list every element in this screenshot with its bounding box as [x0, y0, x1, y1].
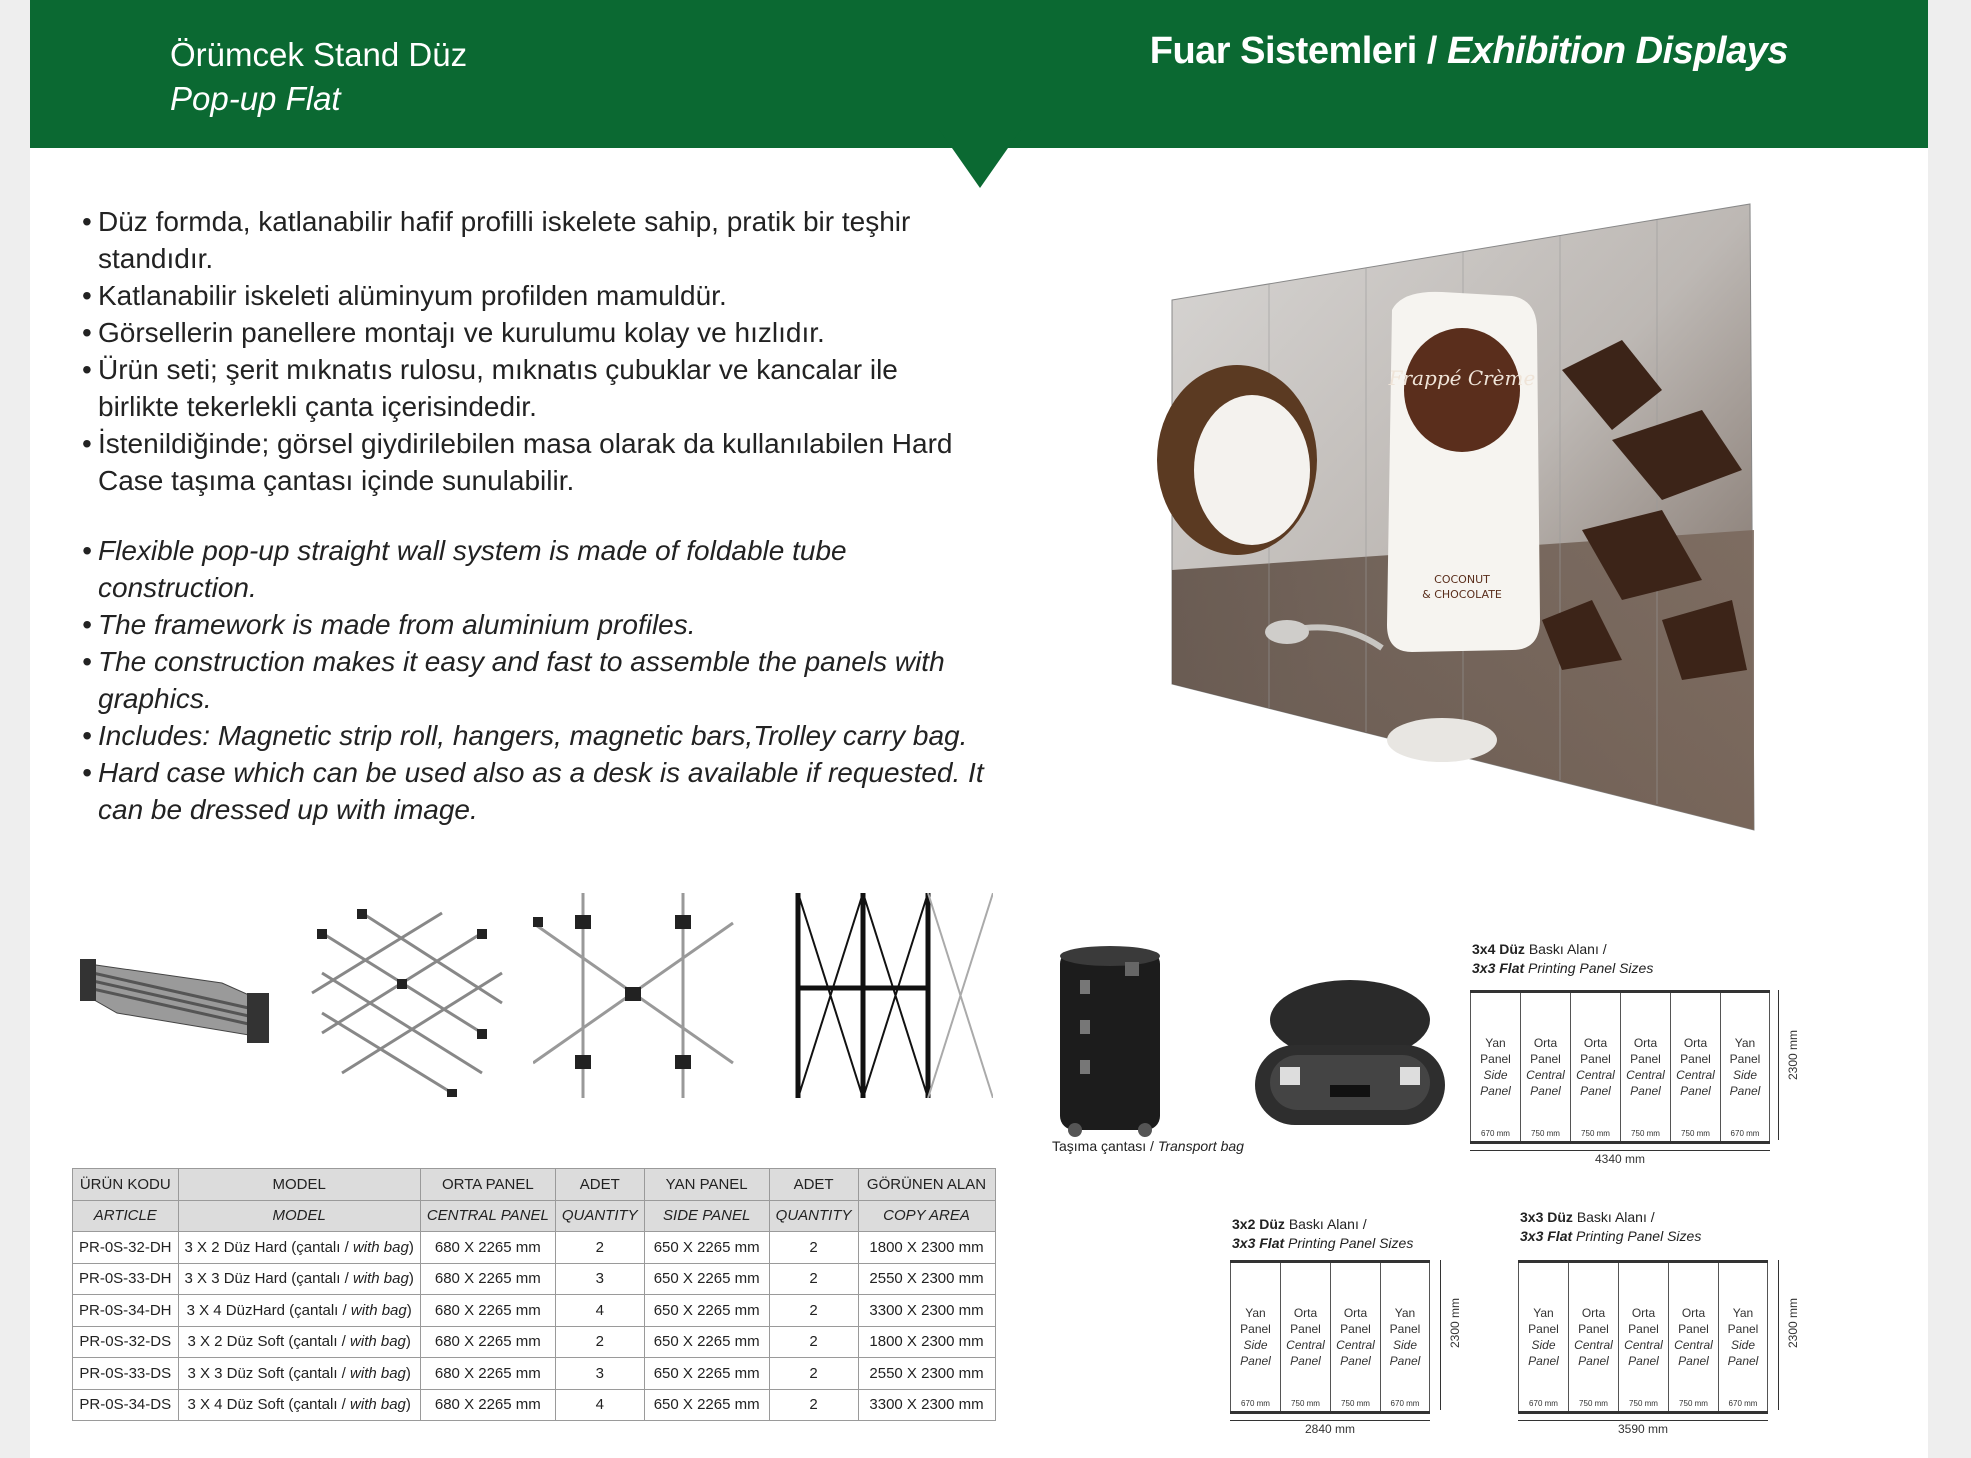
panel-width: 670 mm: [1390, 1399, 1420, 1408]
panel-cell: [1570, 993, 1620, 1141]
width-dimension-line: [1470, 1150, 1770, 1151]
panel-label: Central: [1626, 1068, 1665, 1082]
panel-label: Central: [1576, 1068, 1615, 1082]
bag-caption-tr: Taşıma çantası /: [1052, 1138, 1154, 1154]
table-row: [73, 1389, 996, 1421]
feature-en: • Hard case which can be used also as a desk is available if requested. It can be dressed up with image.: [82, 754, 1002, 828]
article-code-cell: PR-0S-32-DS: [73, 1326, 179, 1358]
model-text: 3 X 2 Düz Hard (çantalı /: [184, 1238, 349, 1256]
side-panel-cell: 650 X 2265 mm: [644, 1232, 769, 1264]
table-body: [73, 1232, 996, 1421]
table-row: [73, 1232, 996, 1264]
banner-flavor-line2: & CHOCOLATE: [1422, 588, 1502, 601]
side-panel-cell: 650 X 2265 mm: [644, 1326, 769, 1358]
header-pointer-arrow: [938, 128, 1022, 188]
feature-tr: • Görsellerin panellere montajı ve kurulumu kolay ve hızlıdır.: [82, 314, 982, 351]
panel-label: Panel: [1729, 1052, 1761, 1066]
copy-area-cell: 1800 X 2300 mm: [858, 1232, 995, 1264]
side-quantity-cell: 2: [769, 1389, 858, 1421]
panel-label: Panel: [1580, 1084, 1611, 1098]
side-quantity-cell: 2: [769, 1263, 858, 1295]
diagram-3x3-width: 3590 mm: [1617, 1422, 1669, 1436]
panel-label: Orta: [1683, 1036, 1708, 1050]
feature-en: • Includes: Magnetic strip roll, hangers, magnetic bars,Trolley carry bag.: [82, 717, 1002, 754]
model-text: 3 X 3 Düz Hard (çantalı /: [184, 1270, 349, 1288]
article-code-cell: PR-0S-34-DH: [73, 1295, 179, 1327]
header-cell: GÖRÜNEN ALAN: [858, 1169, 995, 1201]
panel-label: Panel: [1340, 1354, 1371, 1368]
header-bar: [30, 0, 1928, 148]
panel-label: Orta: [1633, 1036, 1658, 1050]
panel-cell: [1230, 1263, 1280, 1411]
diagram-title-bold: 3x3 Düz: [1520, 1209, 1573, 1225]
model-cell: [178, 1263, 420, 1295]
panel-label: Yan: [1732, 1306, 1754, 1320]
panel-label: Side: [1732, 1068, 1758, 1082]
header-cell-en: QUANTITY: [769, 1200, 858, 1232]
side-panel-cell: 650 X 2265 mm: [644, 1263, 769, 1295]
panel-label: Panel: [1528, 1354, 1559, 1368]
paren: ): [408, 1238, 414, 1256]
panel-label: Orta: [1533, 1036, 1558, 1050]
panel-label: Panel: [1630, 1052, 1661, 1066]
table-row: [73, 1295, 996, 1327]
diagram-3x3-panels: [1518, 1260, 1768, 1414]
central-quantity-cell: 4: [555, 1389, 644, 1421]
panel-label: Panel: [1530, 1084, 1561, 1098]
model-cell: [178, 1358, 420, 1390]
panel-label: Panel: [1729, 1084, 1761, 1098]
with-bag-text: with bag: [350, 1364, 406, 1382]
paren: ): [405, 1333, 411, 1351]
copy-area-cell: 3300 X 2300 mm: [858, 1389, 995, 1421]
panel-label: Orta: [1681, 1306, 1706, 1320]
diagram-3x2-height: 2300 mm: [1448, 1298, 1462, 1349]
copy-area-cell: 1800 X 2300 mm: [858, 1326, 995, 1358]
paren: ): [405, 1396, 411, 1414]
panel-cell: [1520, 993, 1570, 1141]
panel-label: Panel: [1340, 1322, 1371, 1336]
model-cell: [178, 1326, 420, 1358]
expanding-frame-image: [302, 893, 507, 1098]
copy-area-cell: 3300 X 2300 mm: [858, 1295, 995, 1327]
panel-cell: [1280, 1263, 1330, 1411]
panel-label: Panel: [1727, 1354, 1759, 1368]
panel-label: Yan: [1485, 1036, 1506, 1050]
diagram-3x2-title: [1232, 1215, 1413, 1253]
bag-caption-en: Transport bag: [1157, 1138, 1244, 1154]
panel-width: 750 mm: [1681, 1129, 1710, 1138]
with-bag-text: with bag: [350, 1301, 407, 1319]
panel-width: 750 mm: [1341, 1399, 1370, 1408]
diagram-3x4-panels: [1470, 990, 1770, 1144]
diagram-title-tr: Baskı Alanı /: [1288, 1216, 1367, 1232]
panel-cell: [1380, 1263, 1430, 1411]
model-text: 3 X 2 Düz Soft (çantalı /: [187, 1333, 346, 1351]
central-panel-cell: 680 X 2265 mm: [420, 1358, 555, 1390]
panel-label: Central: [1286, 1338, 1325, 1352]
side-panel-cell: 650 X 2265 mm: [644, 1295, 769, 1327]
model-text: 3 X 3 Düz Soft (çantalı /: [187, 1364, 346, 1382]
feature-tr: • Ürün seti; şerit mıknatıs rulosu, mıknatıs çubuklar ve kancalar ile birlikte tekerlekli çanta içerisindedir.: [82, 351, 982, 425]
panel-label: Central: [1676, 1068, 1715, 1082]
panel-label: Panel: [1290, 1322, 1321, 1336]
panel-label: Central: [1674, 1338, 1713, 1352]
side-quantity-cell: 2: [769, 1232, 858, 1264]
panel-label: Orta: [1583, 1036, 1608, 1050]
diagram-3x2-width: 2840 mm: [1304, 1422, 1356, 1436]
diagram-3x3-title: [1520, 1208, 1701, 1246]
trolley-bag-image: [1050, 940, 1170, 1140]
panel-cell: [1720, 993, 1770, 1141]
width-dimension-line: [1518, 1420, 1768, 1421]
article-code-cell: PR-0S-32-DH: [73, 1232, 179, 1264]
panel-cell: [1568, 1263, 1618, 1411]
panel-label: Yan: [1734, 1036, 1756, 1050]
banner-brand-text: Frappé Crème: [1388, 366, 1536, 390]
panel-label: Panel: [1480, 1052, 1511, 1066]
model-text: 3 X 4 DüzHard (çantalı /: [186, 1301, 347, 1319]
header-cell: YAN PANEL: [644, 1169, 769, 1201]
side-quantity-cell: 2: [769, 1326, 858, 1358]
panel-cell: [1618, 1263, 1668, 1411]
central-panel-cell: 680 X 2265 mm: [420, 1232, 555, 1264]
feature-en: • The framework is made from aluminium profiles.: [82, 606, 1002, 643]
panel-width: 750 mm: [1531, 1129, 1560, 1138]
diagram-title-en: Printing Panel Sizes: [1528, 960, 1654, 976]
article-code-cell: PR-0S-34-DS: [73, 1389, 179, 1421]
panel-width: 670 mm: [1481, 1129, 1510, 1138]
panel-label: Panel: [1240, 1322, 1271, 1336]
feature-tr: • İstenildiğinde; görsel giydirilebilen masa olarak da kullanılabilen Hard Case taşıma çantası içinde sunulabilir.: [82, 425, 982, 499]
panel-cell: [1470, 993, 1520, 1141]
feature-en: • Flexible pop-up straight wall system is made of foldable tube construction.: [82, 532, 1002, 606]
diagram-3x4-height: 2300 mm: [1786, 1030, 1800, 1081]
section-title-en: Exhibition Displays: [1446, 30, 1788, 72]
table-row: [73, 1326, 996, 1358]
panel-label: Panel: [1727, 1322, 1759, 1336]
table-row: [73, 1358, 996, 1390]
panel-label: Panel: [1678, 1354, 1709, 1368]
diagram-3x2-panels: [1230, 1260, 1430, 1414]
folded-frame-image: [72, 893, 277, 1098]
central-quantity-cell: 4: [555, 1295, 644, 1327]
panel-width: 750 mm: [1629, 1399, 1658, 1408]
height-dimension-line: [1778, 990, 1779, 1140]
diagram-title-bold: 3x2 Düz: [1232, 1216, 1285, 1232]
panel-width: 750 mm: [1291, 1399, 1320, 1408]
panel-label: Panel: [1628, 1354, 1659, 1368]
central-quantity-cell: 3: [555, 1263, 644, 1295]
panel-label: Side: [1730, 1338, 1756, 1352]
panel-label: Panel: [1678, 1322, 1709, 1336]
popup-wall-product-image: [1142, 200, 1782, 840]
diagram-title-en-bold: 3x3 Flat: [1232, 1235, 1285, 1251]
panel-label: Central: [1624, 1338, 1663, 1352]
header-cell-en: ARTICLE: [73, 1200, 179, 1232]
section-title-tr: Fuar Sistemleri /: [1149, 30, 1437, 72]
panel-label: Panel: [1530, 1052, 1561, 1066]
feature-en: • The construction makes it easy and fast to assemble the panels with graphics.: [82, 643, 1002, 717]
catalog-page: [30, 0, 1928, 1458]
model-cell: [178, 1295, 420, 1327]
panel-label: Panel: [1578, 1354, 1609, 1368]
panel-label: Orta: [1343, 1306, 1368, 1320]
table-row: [73, 1263, 996, 1295]
panel-label: Panel: [1680, 1084, 1711, 1098]
panel-width: 750 mm: [1581, 1129, 1610, 1138]
article-code-cell: PR-0S-33-DS: [73, 1358, 179, 1390]
model-cell: [178, 1389, 420, 1421]
panel-label: Panel: [1578, 1322, 1609, 1336]
panel-cell: [1518, 1263, 1568, 1411]
side-quantity-cell: 2: [769, 1358, 858, 1390]
paren: ): [408, 1270, 414, 1288]
diagram-title-en: Printing Panel Sizes: [1576, 1228, 1702, 1244]
panel-width: 750 mm: [1579, 1399, 1608, 1408]
panel-label: Side: [1392, 1338, 1418, 1352]
side-quantity-cell: 2: [769, 1295, 858, 1327]
central-quantity-cell: 2: [555, 1232, 644, 1264]
diagram-3x4-title: [1472, 940, 1653, 978]
copy-area-cell: 2550 X 2300 mm: [858, 1358, 995, 1390]
product-title: Örümcek Stand Düz: [170, 36, 468, 73]
panel-label: Yan: [1245, 1306, 1266, 1320]
panel-width: 670 mm: [1241, 1399, 1270, 1408]
panel-label: Panel: [1240, 1354, 1271, 1368]
diagram-title-en-bold: 3x3 Flat: [1472, 960, 1525, 976]
paren: ): [406, 1301, 412, 1319]
diagram-title-bold: 3x4 Düz: [1472, 941, 1525, 957]
feature-tr: • Katlanabilir iskeleti alüminyum profilden mamuldür.: [82, 277, 982, 314]
model-cell: [178, 1232, 420, 1264]
side-panel-cell: 650 X 2265 mm: [644, 1389, 769, 1421]
panel-label: Panel: [1290, 1354, 1321, 1368]
central-panel-cell: 680 X 2265 mm: [420, 1389, 555, 1421]
panel-label: Panel: [1528, 1322, 1559, 1336]
bag-caption: [1052, 1138, 1244, 1154]
panel-label: Panel: [1389, 1354, 1421, 1368]
specifications-table: [72, 1168, 996, 1421]
central-panel-cell: 680 X 2265 mm: [420, 1263, 555, 1295]
panel-label: Orta: [1581, 1306, 1606, 1320]
panel-label: Orta: [1293, 1306, 1318, 1320]
central-panel-cell: 680 X 2265 mm: [420, 1295, 555, 1327]
frame-detail-image: [788, 893, 993, 1098]
central-quantity-cell: 2: [555, 1326, 644, 1358]
panel-label: Yan: [1394, 1306, 1416, 1320]
width-dimension-line: [1230, 1420, 1430, 1421]
header-cell-en: SIDE PANEL: [644, 1200, 769, 1232]
copy-area-cell: 2550 X 2300 mm: [858, 1263, 995, 1295]
article-code-cell: PR-0S-33-DH: [73, 1263, 179, 1295]
header-cell: MODEL: [178, 1169, 420, 1201]
section-title: [1150, 30, 1788, 73]
header-cell: ORTA PANEL: [420, 1169, 555, 1201]
header-cell-en: COPY AREA: [858, 1200, 995, 1232]
header-cell: ÜRÜN KODU: [73, 1169, 179, 1201]
diagram-title-en-bold: 3x3 Flat: [1520, 1228, 1573, 1244]
header-cell-en: QUANTITY: [555, 1200, 644, 1232]
panel-width: 750 mm: [1679, 1399, 1708, 1408]
panel-label: Panel: [1680, 1052, 1711, 1066]
panel-label: Panel: [1580, 1052, 1611, 1066]
side-panel-cell: 650 X 2265 mm: [644, 1358, 769, 1390]
diagram-3x4-width: 4340 mm: [1594, 1152, 1646, 1166]
header-cell: ADET: [769, 1169, 858, 1201]
height-dimension-line: [1778, 1260, 1779, 1410]
panel-cell: [1668, 1263, 1718, 1411]
header-cell-en: CENTRAL PANEL: [420, 1200, 555, 1232]
banner-flavor-line1: COCONUT: [1434, 573, 1490, 586]
diagram-title-tr: Baskı Alanı /: [1576, 1209, 1655, 1225]
panel-width: 670 mm: [1730, 1129, 1760, 1138]
features-list-tr: [82, 203, 982, 499]
panel-cell: [1718, 1263, 1768, 1411]
panel-label: Orta: [1631, 1306, 1656, 1320]
with-bag-text: with bag: [352, 1238, 409, 1256]
panel-width: 670 mm: [1728, 1399, 1758, 1408]
central-panel-cell: 680 X 2265 mm: [420, 1326, 555, 1358]
panel-label: Side: [1531, 1338, 1556, 1352]
panel-label: Central: [1574, 1338, 1613, 1352]
header-cell: ADET: [555, 1169, 644, 1201]
panel-cell: [1330, 1263, 1380, 1411]
product-subtitle: Pop-up Flat: [170, 80, 341, 117]
panel-label: Side: [1243, 1338, 1268, 1352]
panel-label: Panel: [1389, 1322, 1421, 1336]
hard-case-image: [1250, 975, 1450, 1130]
central-quantity-cell: 3: [555, 1358, 644, 1390]
diagram-title-en: Printing Panel Sizes: [1288, 1235, 1414, 1251]
panel-label: Panel: [1630, 1084, 1661, 1098]
panel-label: Side: [1483, 1068, 1508, 1082]
paren: ): [405, 1364, 411, 1382]
frame-x-joints-image: [533, 893, 738, 1098]
height-dimension-line: [1440, 1260, 1441, 1410]
diagram-title-tr: Baskı Alanı /: [1528, 941, 1607, 957]
panel-cell: [1670, 993, 1720, 1141]
panel-label: Panel: [1628, 1322, 1659, 1336]
diagram-3x3-height: 2300 mm: [1786, 1298, 1800, 1349]
panel-width: 750 mm: [1631, 1129, 1660, 1138]
features-list-en: [82, 532, 1002, 828]
with-bag-text: with bag: [352, 1270, 409, 1288]
feature-tr: • Düz formda, katlanabilir hafif profilli iskelete sahip, pratik bir teşhir standıdır.: [82, 203, 982, 277]
panel-label: Central: [1526, 1068, 1565, 1082]
header-cell-en: MODEL: [178, 1200, 420, 1232]
with-bag-text: with bag: [350, 1396, 406, 1414]
model-text: 3 X 4 Düz Soft (çantalı /: [187, 1396, 346, 1414]
panel-width: 670 mm: [1529, 1399, 1558, 1408]
panel-label: Central: [1336, 1338, 1375, 1352]
panel-cell: [1620, 993, 1670, 1141]
panel-label: Yan: [1533, 1306, 1554, 1320]
with-bag-text: with bag: [350, 1333, 406, 1351]
panel-label: Panel: [1480, 1084, 1511, 1098]
